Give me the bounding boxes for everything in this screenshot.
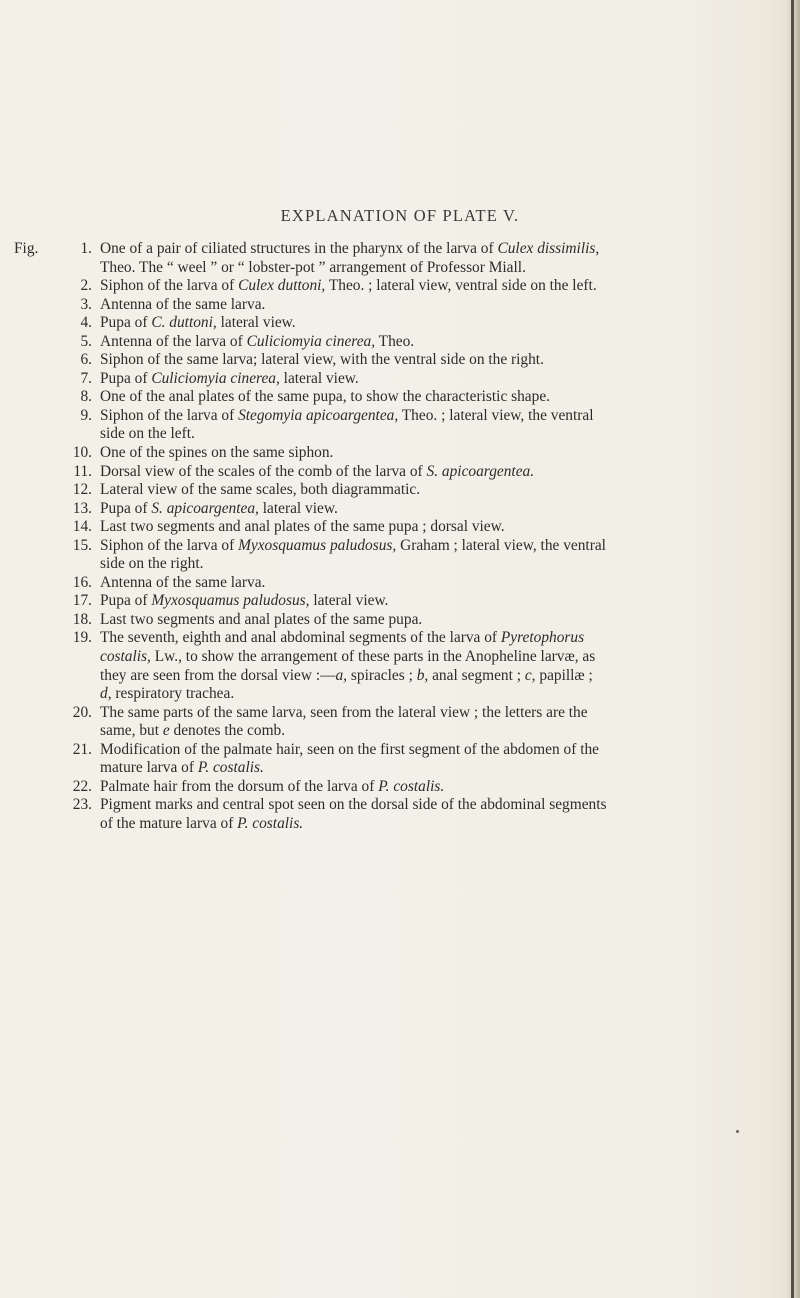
figure-number: 20.	[72, 703, 92, 721]
text-run: lateral view.	[258, 499, 338, 517]
italic-text: S. apicoargentea,	[151, 499, 259, 517]
figure-number: 18.	[72, 610, 92, 628]
italic-text: C. duttoni,	[151, 314, 217, 332]
entry-text-line	[100, 759, 784, 778]
text-run: side on the right.	[100, 555, 204, 573]
text-run: of the mature larva of	[100, 814, 238, 832]
italic-text: P. costalis.	[378, 777, 445, 795]
figure-entry	[14, 333, 784, 352]
italic-text: Myxosquamus paludosus,	[238, 536, 397, 554]
entry-text-line	[100, 407, 784, 426]
figure-number: 12.	[72, 481, 92, 499]
entry-text-line	[100, 685, 784, 704]
entry-text-line	[100, 629, 784, 648]
text-run: Pupa of	[100, 314, 152, 332]
text-run: respiratory trachea.	[111, 685, 235, 703]
figure-entry	[14, 351, 784, 370]
entry-text-line	[100, 704, 784, 723]
text-run: same, but	[100, 722, 163, 740]
text-run: lateral view.	[309, 592, 389, 610]
text-run: Last two segments and anal plates of the same pupa ; dorsal view.	[100, 518, 505, 536]
figure-number: 17.	[72, 592, 92, 610]
text-run: Palmate hair from the dorsum of the larva of	[100, 777, 379, 795]
figure-number: 10.	[72, 444, 92, 462]
italic-text: a,	[335, 666, 348, 684]
figure-number: 19.	[72, 629, 92, 647]
figure-entry	[14, 463, 784, 482]
figure-entry	[14, 592, 784, 611]
entry-text-line	[100, 333, 784, 352]
text-run: One of the spines on the same siphon.	[100, 444, 334, 462]
italic-text: P. costalis.	[237, 814, 304, 832]
figure-entry	[14, 277, 784, 296]
figure-entry	[14, 370, 784, 389]
text-run: Modification of the palmate hair, seen on the first segment of the abdomen of the	[100, 740, 600, 758]
italic-text: Culiciomyia cinerea,	[246, 332, 376, 350]
text-run: denotes the comb.	[169, 722, 286, 740]
figure-entry	[14, 444, 784, 463]
text-run: lateral view.	[216, 314, 296, 332]
text-run: mature larva of	[100, 759, 198, 777]
figure-number: 15.	[72, 536, 92, 554]
text-run: Pupa of	[100, 369, 152, 387]
figure-number: 9.	[80, 406, 92, 424]
figure-number: 4.	[80, 314, 92, 332]
italic-text: Culiciomyia cinerea,	[151, 369, 280, 387]
entry-text-line	[100, 425, 784, 444]
text-run: Theo. ; lateral view, the ventral	[398, 406, 594, 424]
entry-text-line	[100, 388, 784, 407]
figure-entry	[14, 481, 784, 500]
figure-entry	[14, 796, 784, 833]
text-run: Siphon of the larva of	[100, 406, 239, 424]
italic-text: S. apicoargentea.	[426, 462, 535, 480]
text-run: spiracles ;	[347, 666, 417, 684]
figure-entry	[14, 537, 784, 574]
text-run: papillæ ;	[535, 666, 593, 684]
figure-number: 13.	[72, 499, 92, 517]
page-edge-line	[791, 0, 794, 1298]
text-run: anal segment ;	[428, 666, 525, 684]
figure-entry	[14, 314, 784, 333]
text-run: The same parts of the same larva, seen from the lateral view ; the letters are the	[100, 703, 588, 721]
text-run: side on the left.	[100, 425, 195, 443]
text-run: Dorsal view of the scales of the comb of the larva of	[100, 462, 427, 480]
text-run: The seventh, eighth and anal abdominal segments of the larva of	[100, 629, 501, 647]
italic-text: Myxosquamus paludosus,	[151, 592, 310, 610]
figure-entry	[14, 611, 784, 630]
figure-entry	[14, 704, 784, 741]
figure-number: 8.	[80, 388, 92, 406]
entry-text-line	[100, 277, 784, 296]
text-run: Lw., to show the arrangement of these parts in the Anopheline larvæ, as	[150, 648, 596, 666]
figure-entry	[14, 240, 784, 277]
entry-text-line	[100, 722, 784, 741]
figure-entry	[14, 518, 784, 537]
italic-text: d,	[100, 685, 112, 703]
entry-text-line	[100, 518, 784, 537]
text-run: Last two segments and anal plates of the same pupa.	[100, 610, 423, 628]
italic-text: Culex dissimilis,	[497, 240, 600, 257]
text-run: Siphon of the larva of	[100, 277, 239, 295]
entry-text-line	[100, 500, 784, 519]
entry-text-line	[100, 351, 784, 370]
figure-number: 3.	[80, 295, 92, 313]
figure-number: 22.	[72, 777, 92, 795]
entry-text-line	[100, 240, 784, 259]
italic-text: Culex duttoni,	[238, 277, 326, 295]
figure-explanation-list	[14, 240, 784, 834]
figure-number: 1.	[80, 240, 92, 257]
text-run: Theo. The “ weel ” or “ lobster-pot ” arrangement of Professor Miall.	[100, 258, 526, 276]
entry-text-line	[100, 815, 784, 834]
figure-entry	[14, 296, 784, 315]
italic-text: Stegomyia apicoargentea,	[238, 406, 399, 424]
figure-entry	[14, 778, 784, 797]
italic-text: c,	[524, 666, 536, 684]
figure-entry	[14, 574, 784, 593]
text-run: Lateral view of the same scales, both diagrammatic.	[100, 481, 421, 499]
entry-text-line	[100, 574, 784, 593]
figure-number: 7.	[80, 369, 92, 387]
italic-text: costalis,	[100, 648, 151, 666]
figure-entry	[14, 407, 784, 444]
figure-number: 5.	[80, 332, 92, 350]
entry-text-line	[100, 296, 784, 315]
text-run: Pupa of	[100, 592, 152, 610]
figure-entry	[14, 500, 784, 519]
entry-text-line	[100, 796, 784, 815]
entry-text-line	[100, 259, 784, 278]
entry-text-line	[100, 667, 784, 686]
text-run: Siphon of the larva of	[100, 536, 239, 554]
text-run: Antenna of the same larva.	[100, 573, 266, 591]
figure-number: 14.	[72, 518, 92, 536]
entry-text-line	[100, 537, 784, 556]
entry-text-line	[100, 648, 784, 667]
text-run: Antenna of the larva of	[100, 332, 247, 350]
entry-text-line	[100, 314, 784, 333]
figure-number: 23.	[72, 796, 92, 814]
figure-number: 11.	[73, 462, 92, 480]
entry-text-line	[100, 778, 784, 797]
entry-text-line	[100, 611, 784, 630]
ink-speck	[736, 1130, 739, 1133]
entry-text-line	[100, 444, 784, 463]
text-run: One of the anal plates of the same pupa, to show the characteristic shape.	[100, 388, 551, 406]
text-run: Graham ; lateral view, the ventral	[396, 536, 606, 554]
text-run: Theo.	[375, 332, 415, 350]
text-run: One of a pair of ciliated structures in the pharynx of the larva of	[100, 240, 498, 257]
text-run: Theo. ; lateral view, ventral side on the left.	[325, 277, 597, 295]
entry-text-line	[100, 481, 784, 500]
italic-text: P. costalis.	[197, 759, 264, 777]
entry-text-line	[100, 741, 784, 760]
figure-number: 16.	[72, 573, 92, 591]
figure-number: 2.	[80, 277, 92, 295]
fig-prefix: Fig.	[14, 240, 39, 257]
text-run: lateral view.	[279, 369, 359, 387]
entry-text-line	[100, 370, 784, 389]
italic-text: b,	[416, 666, 429, 684]
text-run: they are seen from the dorsal view :—	[100, 666, 336, 684]
text-run: Pigment marks and central spot seen on the dorsal side of the abdominal segments	[100, 796, 607, 814]
figure-entry	[14, 741, 784, 778]
italic-text: Pyretophorus	[500, 629, 585, 647]
italic-text: e	[162, 722, 170, 740]
figure-entry	[14, 388, 784, 407]
entry-text-line	[100, 555, 784, 574]
entry-text-line	[100, 592, 784, 611]
text-run: Pupa of	[100, 499, 152, 517]
figure-number: 6.	[80, 351, 92, 369]
text-run: Antenna of the same larva.	[100, 295, 266, 313]
text-run: Siphon of the same larva; lateral view, with the ventral side on the right.	[100, 351, 544, 369]
figure-number: 21.	[72, 740, 92, 758]
entry-text-line	[100, 463, 784, 482]
plate-title: EXPLANATION OF PLATE V.	[280, 206, 520, 225]
figure-entry	[14, 629, 784, 703]
